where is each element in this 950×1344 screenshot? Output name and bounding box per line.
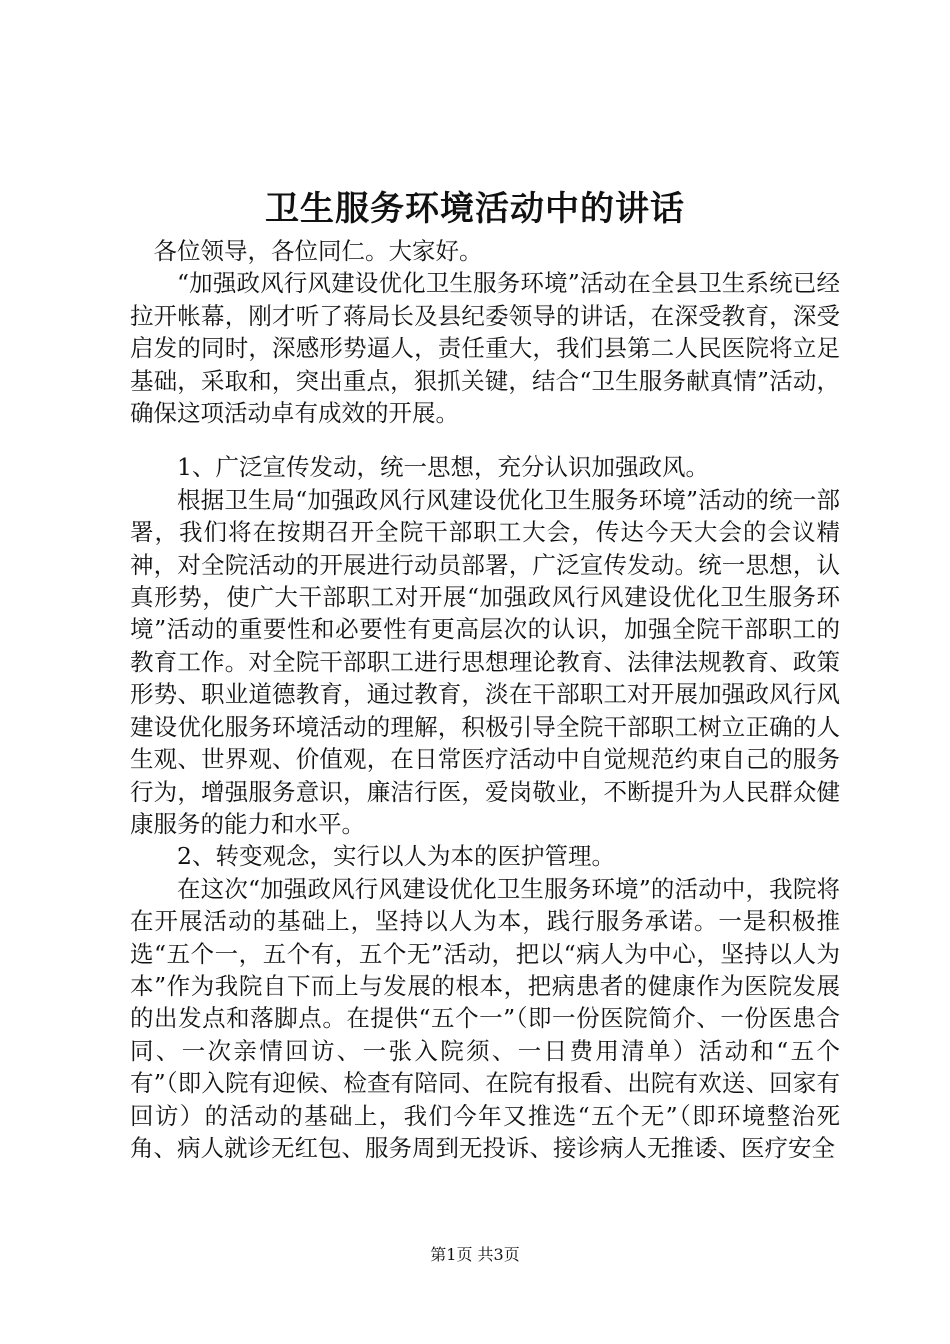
section2-paragraph: 在这次“加强政风行风建设优化卫生服务环境”的活动中，我院将在开展活动的基础上，坚持以人为本，践行服务承诺。一是积极推选“五个一，五个有，五个无”活动，把以“病人为中心，坚持以人为本”作为我院自下而上与发展的根本，把病患者的健康作为医院发展的出发点和落脚点。在提供“五个一”（即一份医院简介、一份医患合同、一次亲情回访、一张入院须、一日费用清单）活动和“五个有”（即入院有迎候、检查有陪同、在院有报看、出院有欢送、回家有回访）的活动的基础上，我们今年又推选“五个无”（即环境整治死角、病人就诊无红包、服务周到无投诉、接诊病人无推诿、医疗安全 (130, 874, 840, 1162)
section2-heading: 2、转变观念，实行以人为本的医护管理。 (177, 842, 615, 871)
intro-paragraph: “加强政风行风建设优化卫生服务环境”活动在全县卫生系统已经拉开帐幕，刚才听了蒋局长及县纪委领导的讲话，在深受教育，深受启发的同时，深感形势逼人，责任重大，我们县第二人民医院将立足基础，采取和，突出重点，狠抓关键，结合“卫生服务献真情”活动，确保这项活动卓有成效的开展。 (130, 269, 840, 428)
document-body (130, 235, 840, 1164)
page-footer: 第1页 共3页 (430, 1245, 520, 1264)
section1-heading: 1、广泛宣传发动，统一思想，充分认识加强政风。 (177, 453, 709, 482)
section1-paragraph: 根据卫生局“加强政风行风建设优化卫生服务环境”活动的统一部署，我们将在按期召开全院干部职工大会，传达今天大会的会议精神，对全院活动的开展进行动员部署，广泛宣传发动。统一思想，认真形势，使广大干部职工对开展“加强政风行风建设优化卫生服务环境”活动的重要性和必要性有更高层次的认识，加强全院干部职工的教育工作。对全院干部职工进行思想理论教育、法律法规教育、政策形势、职业道德教育，通过教育，淡在干部职工对开展加强政风行风建设优化服务环境活动的理解，积极引导全院干部职工树立正确的人生观、世界观、价值观，在日常医疗活动中自觉规范约束自己的服务行为，增强服务意识，廉洁行医，爱岗敬业，不断提升为人民群众健康服务的能力和水平。 (130, 485, 840, 838)
document-title: 卫生服务环境活动中的讲话 (265, 189, 685, 229)
paragraph-spacer (130, 429, 840, 451)
greeting-paragraph: 各位领导，各位同仁。大家好。 (153, 237, 483, 265)
